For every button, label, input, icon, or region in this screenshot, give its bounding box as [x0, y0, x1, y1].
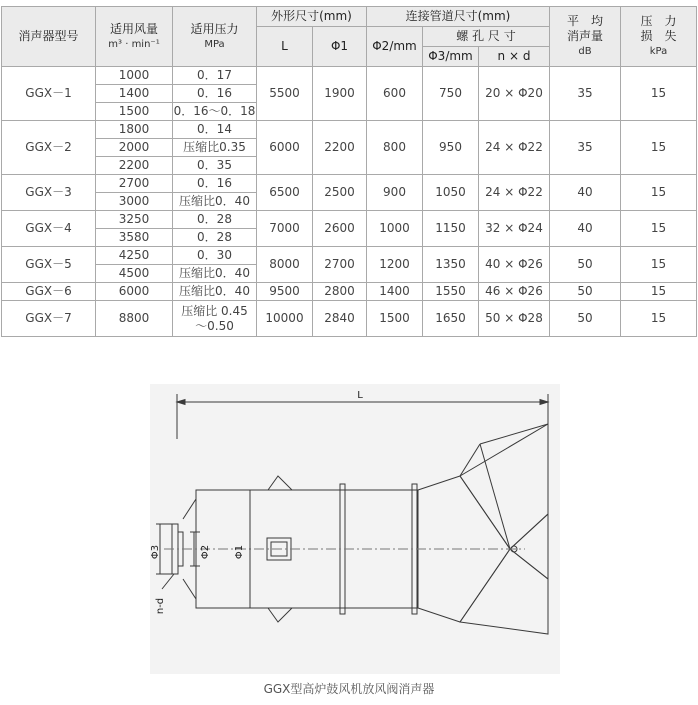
noise-cell: 40 — [550, 211, 621, 247]
model-cell: GGX－3 — [2, 175, 96, 211]
phi1-cell: 1900 — [313, 67, 367, 121]
dim-arrow — [540, 400, 548, 405]
phi2-cell: 600 — [367, 67, 423, 121]
silencer-drawing — [150, 384, 560, 674]
pressure-cell: 0．35 — [173, 157, 257, 175]
airflow-cell: 4500 — [96, 265, 173, 283]
airflow-cell: 8800 — [96, 301, 173, 337]
L-cell: 10000 — [257, 301, 313, 337]
nd-leader — [162, 574, 174, 589]
phi1-cell: 2700 — [313, 247, 367, 283]
phi3-cell: 1150 — [423, 211, 479, 247]
pressure-cell: 0．16 — [173, 85, 257, 103]
header-phi3: Φ3/mm — [423, 47, 479, 67]
nxd-cell: 24 × Φ22 — [479, 175, 550, 211]
phi1-cell: 2200 — [313, 121, 367, 175]
airflow-cell: 1500 — [96, 103, 173, 121]
model-cell: GGX－4 — [2, 211, 96, 247]
pressure-cell: 压缩比0.35 — [173, 139, 257, 157]
phi1-cell: 2840 — [313, 301, 367, 337]
phi1-cell: 2500 — [313, 175, 367, 211]
pressure-cell: 0．28 — [173, 211, 257, 229]
phi3-cell: 1550 — [423, 283, 479, 301]
nxd-cell: 50 × Φ28 — [479, 301, 550, 337]
phi2-cell: 1000 — [367, 211, 423, 247]
airflow-cell: 2200 — [96, 157, 173, 175]
model-cell: GGX－5 — [2, 247, 96, 283]
pressure-cell: 压缩比 0.45～0.50 — [173, 301, 257, 337]
silencer-drawing-svg — [150, 384, 560, 674]
loss-cell: 15 — [621, 211, 697, 247]
airflow-cell: 1000 — [96, 67, 173, 85]
L-cell: 6500 — [257, 175, 313, 211]
airflow-cell: 2700 — [96, 175, 173, 193]
nxd-cell: 40 × Φ26 — [479, 247, 550, 283]
phi3-cell: 1050 — [423, 175, 479, 211]
top-lug — [268, 476, 292, 490]
phi3-cell: 1650 — [423, 301, 479, 337]
noise-cell: 35 — [550, 121, 621, 175]
loss-cell: 15 — [621, 121, 697, 175]
noise-cell: 50 — [550, 247, 621, 283]
header-phi1: Φ1 — [313, 27, 367, 67]
diffuser-edge — [460, 444, 480, 476]
phi3-cell: 750 — [423, 67, 479, 121]
phi2-cell: 800 — [367, 121, 423, 175]
L-cell: 6000 — [257, 121, 313, 175]
header-phi2: Φ2/mm — [367, 27, 423, 67]
airflow-cell: 1400 — [96, 85, 173, 103]
airflow-cell: 3000 — [96, 193, 173, 211]
L-cell: 7000 — [257, 211, 313, 247]
nxd-cell: 46 × Φ26 — [479, 283, 550, 301]
diffuser-fold — [510, 549, 548, 579]
pressure-cell: 0．17 — [173, 67, 257, 85]
model-cell: GGX－2 — [2, 121, 96, 175]
header-nxd: n × d — [479, 47, 550, 67]
pressure-cell: 0．14 — [173, 121, 257, 139]
diffuser-fold — [460, 476, 510, 549]
header-airflow: 适用风量 m³ · min⁻¹ — [96, 7, 173, 67]
model-cell: GGX－7 — [2, 301, 96, 337]
pressure-cell: 0．16 — [173, 175, 257, 193]
diffuser-fold — [460, 549, 510, 622]
phi3-cell: 1350 — [423, 247, 479, 283]
L-cell: 8000 — [257, 247, 313, 283]
label-phi2: Φ2 — [200, 544, 211, 560]
header-pipe-dims: 连接管道尺寸(mm) — [367, 7, 550, 27]
phi1-cell: 2600 — [313, 211, 367, 247]
diffuser-edge — [480, 424, 548, 444]
outlet-top — [418, 476, 460, 490]
nxd-cell: 24 × Φ22 — [479, 121, 550, 175]
airflow-cell: 3580 — [96, 229, 173, 247]
label-L: L — [357, 390, 363, 401]
reducer-top — [183, 499, 196, 519]
reducer-bottom — [183, 579, 196, 599]
airflow-cell: 2000 — [96, 139, 173, 157]
noise-cell: 50 — [550, 283, 621, 301]
diffuser-lower — [460, 549, 548, 634]
phi2-cell: 1500 — [367, 301, 423, 337]
header-bolt-holes: 螺 孔 尺 寸 — [423, 27, 550, 47]
noise-cell: 40 — [550, 175, 621, 211]
L-cell: 5500 — [257, 67, 313, 121]
header-pressure-loss: 压 力 损 失 kPa — [621, 7, 697, 67]
header-avg-noise: 平 均 消声量 dB — [550, 7, 621, 67]
phi2-cell: 900 — [367, 175, 423, 211]
pressure-cell: 压缩比0．40 — [173, 265, 257, 283]
noise-cell: 50 — [550, 301, 621, 337]
pressure-cell: 压缩比0．40 — [173, 283, 257, 301]
loss-cell: 15 — [621, 247, 697, 283]
loss-cell: 15 — [621, 67, 697, 121]
airflow-cell: 4250 — [96, 247, 173, 265]
loss-cell: 15 — [621, 283, 697, 301]
pressure-cell: 0．28 — [173, 229, 257, 247]
phi2-cell: 1200 — [367, 247, 423, 283]
bottom-lug — [268, 608, 292, 622]
diffuser-fold — [510, 514, 548, 549]
loss-cell: 15 — [621, 301, 697, 337]
loss-cell: 15 — [621, 175, 697, 211]
airflow-cell: 6000 — [96, 283, 173, 301]
header-pressure: 适用压力 MPa — [173, 7, 257, 67]
nxd-cell: 20 × Φ20 — [479, 67, 550, 121]
label-nd: n-d — [155, 597, 166, 615]
phi3-cell: 950 — [423, 121, 479, 175]
phi2-cell: 1400 — [367, 283, 423, 301]
pressure-cell: 0．30 — [173, 247, 257, 265]
dim-arrow — [177, 400, 185, 405]
label-phi3: Φ3 — [150, 544, 161, 560]
spec-table — [1, 6, 697, 337]
L-cell: 9500 — [257, 283, 313, 301]
pressure-cell: 压缩比0．40 — [173, 193, 257, 211]
model-cell: GGX－6 — [2, 283, 96, 301]
phi1-cell: 2800 — [313, 283, 367, 301]
label-phi1: Φ1 — [234, 544, 245, 560]
diffuser-fold — [480, 444, 510, 549]
header-L: L — [257, 27, 313, 67]
figure-caption: GGX型高炉鼓风机放风阀消声器 — [263, 682, 435, 696]
header-outer-dims: 外形尺寸(mm) — [257, 7, 367, 27]
header-model: 消声器型号 — [2, 7, 96, 67]
noise-cell: 35 — [550, 67, 621, 121]
airflow-cell: 3250 — [96, 211, 173, 229]
outlet-bottom — [418, 608, 460, 622]
model-cell: GGX－1 — [2, 67, 96, 121]
airflow-cell: 1800 — [96, 121, 173, 139]
diffuser-upper — [460, 424, 548, 549]
nxd-cell: 32 × Φ24 — [479, 211, 550, 247]
pressure-cell: 0．16～0．18 — [173, 103, 257, 121]
